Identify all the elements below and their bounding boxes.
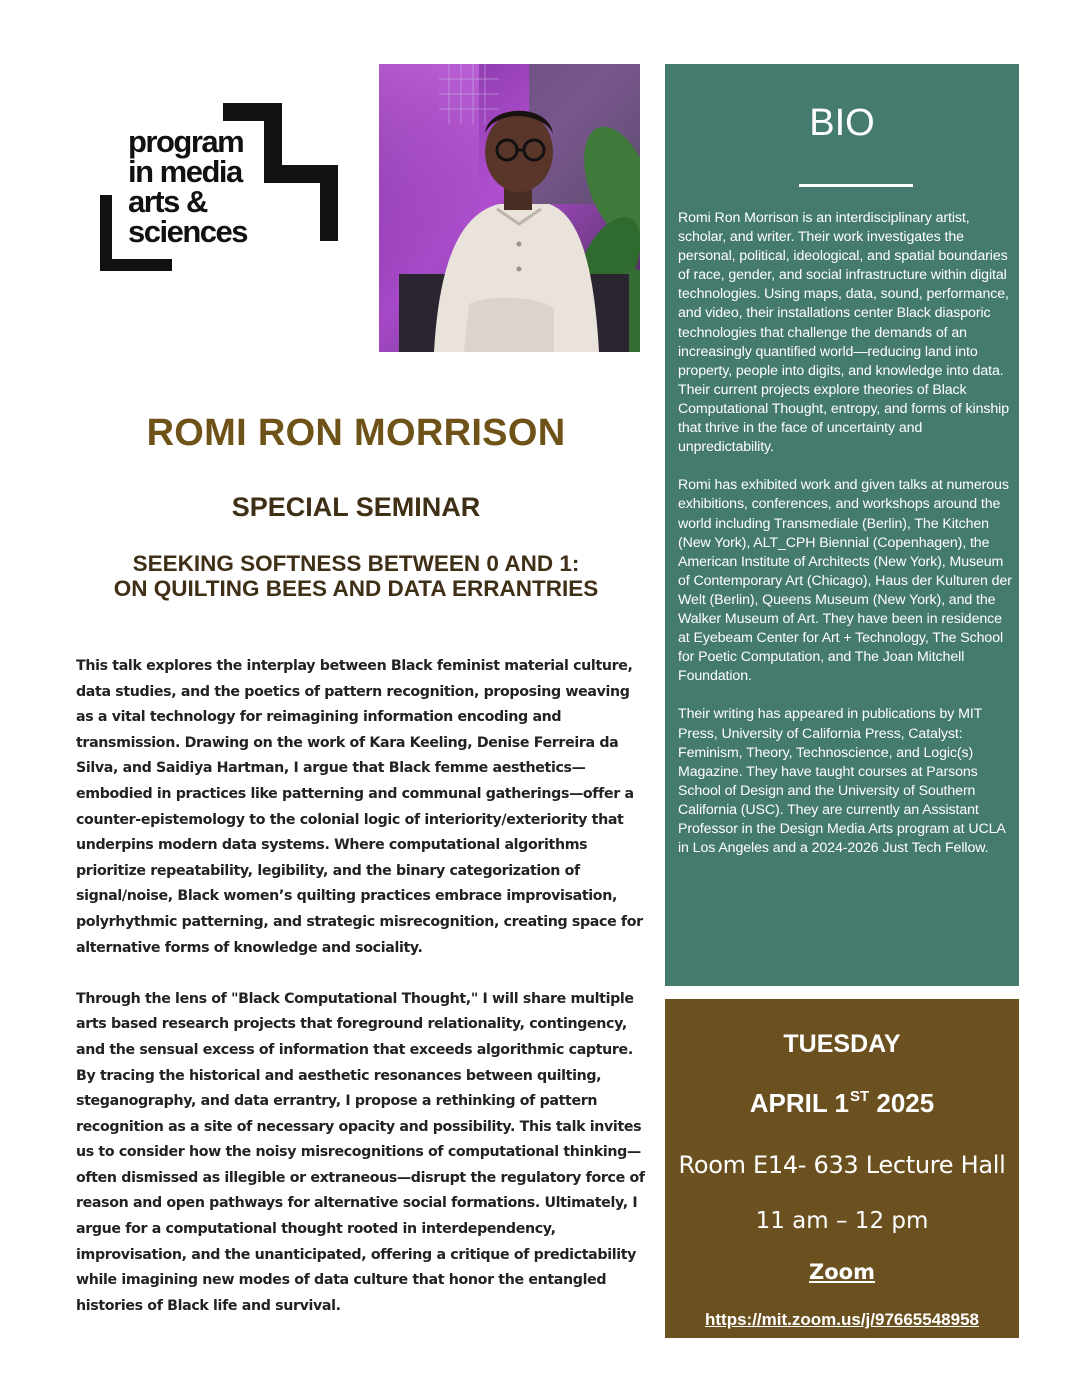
talk-title	[70, 551, 642, 601]
talk-title-line: SEEKING SOFTNESS BETWEEN 0 AND 1:	[132, 551, 580, 576]
event-time: 11 am – 12 pm	[755, 1208, 929, 1234]
bio-heading: BIO	[809, 102, 875, 144]
logo-wordmark	[128, 124, 247, 249]
zoom-label-link[interactable]: Zoom	[809, 1260, 875, 1284]
event-day: TUESDAY	[783, 1030, 901, 1058]
speaker-name: ROMI RON MORRISON	[146, 412, 566, 454]
event-date	[665, 1088, 1019, 1119]
bio-paragraph: Their writing has appeared in publications by MIT Press, University of California Press, Catalyst: Feminism, Theory, Technoscience, and Logic(s) Magazine. They have taught courses at Parsons School of Design and the University of Southern California (USC). They are currently an Assistant Professor in the Design Media Arts program at UCLA in Los Angeles and a 2024-2026 Just Tech Fellow.	[678, 706, 1005, 857]
logo-line: program	[128, 124, 244, 159]
abstract-paragraph: Through the lens of "Black Computational Thought," I will share multiple arts based research projects that foreground relationality, contingency, and the sensual excess of information that exceeds algorithmic capture. By tracing the historical and aesthetic resonances between quilting, steganography, and data errantry, I propose a rethinking of pattern recognition as a site of necessary opacity and possibility. This talk invites us to consider how the noisy misrecognitions of computational thinking—often dismissed as illegible or extraneous—disrupt the regulatory force of reason and open pathways for alternative social formations. Ultimately, I argue for a computational thought rooted in interdependency, improvisation, and the unanticipated, offering a critique of predictability while imagining new modes of data culture that honor the entangled histories of Black life and survival.	[76, 990, 645, 1314]
logo-line: in media	[128, 154, 242, 189]
logo-line: arts &	[128, 184, 207, 219]
bio-paragraph: Romi Ron Morrison is an interdisciplinary artist, scholar, and writer. Their work investigates the personal, political, ideological, and spatial boundaries of race, gender, and social infrastructure within digital technologies. Using maps, data, sound, performance, and video, their installations center Black diasporic technologies that challenge the demands of an increasingly quantified world—reducing land into property, people into digits, and knowledge into data. Their current projects explore theories of Black Computational Thought, entropy, and forms of kinship that thrive in the face of uncertainty and unpredictability.	[678, 210, 1010, 456]
event-date-suffix: ST	[849, 1088, 870, 1105]
speaker-portrait-photo	[379, 64, 640, 352]
zoom-url-link[interactable]: https://mit.zoom.us/j/97665548958	[705, 1310, 979, 1329]
event-type-heading: SPECIAL SEMINAR	[231, 492, 481, 522]
bio-text	[678, 209, 1012, 877]
talk-abstract	[76, 654, 646, 1345]
event-room: Room E14- 633 Lecture Hall	[678, 1151, 1006, 1179]
bio-divider	[799, 184, 913, 187]
logo-line: sciences	[128, 214, 247, 249]
program-logo	[100, 103, 340, 273]
abstract-paragraph: This talk explores the interplay between Black feminist material culture, data studies, and the poetics of pattern recognition, proposing weaving as a vital technology for reimagining information encoding and transmission. Drawing on the work of Kara Keeling, Denise Ferreira da Silva, and Saidiya Hartman, I argue that Black femme aesthetics—embodied in practices like patterning and communal gatherings—offer a counter-epistemology to the colonial logic of interiority/exteriority that underpins modern data systems. Where computational algorithms prioritize repeatability, legibility, and the binary categorization of signal/noise, Black women’s quilting practices embrace improvisation, polyrhythmic patterning, and strategic misrecognition, creating space for alternative forms of knowledge and sociality.	[76, 658, 643, 956]
talk-title-line: ON QUILTING BEES AND DATA ERRANTRIES	[113, 576, 599, 601]
event-date-year: 2025	[869, 1088, 935, 1118]
event-date-month-day: APRIL 1	[749, 1088, 849, 1118]
bio-paragraph: Romi has exhibited work and given talks at numerous exhibitions, conferences, and workshops around the world including Transmediale (Berlin), The Kitchen (New York), ALT_CPH Biennial (Copenhagen), the American Institute of Architects (New York), Museum of Contemporary Art (Chicago), Haus der Kulturen der Welt (Berlin), Queens Museum (New York), and the Walker Museum of Art. They have been in residence at Eyebeam Center for Art + Technology, The School for Poetic Computation, and The Joan Mitchell Foundation.	[678, 477, 1012, 685]
